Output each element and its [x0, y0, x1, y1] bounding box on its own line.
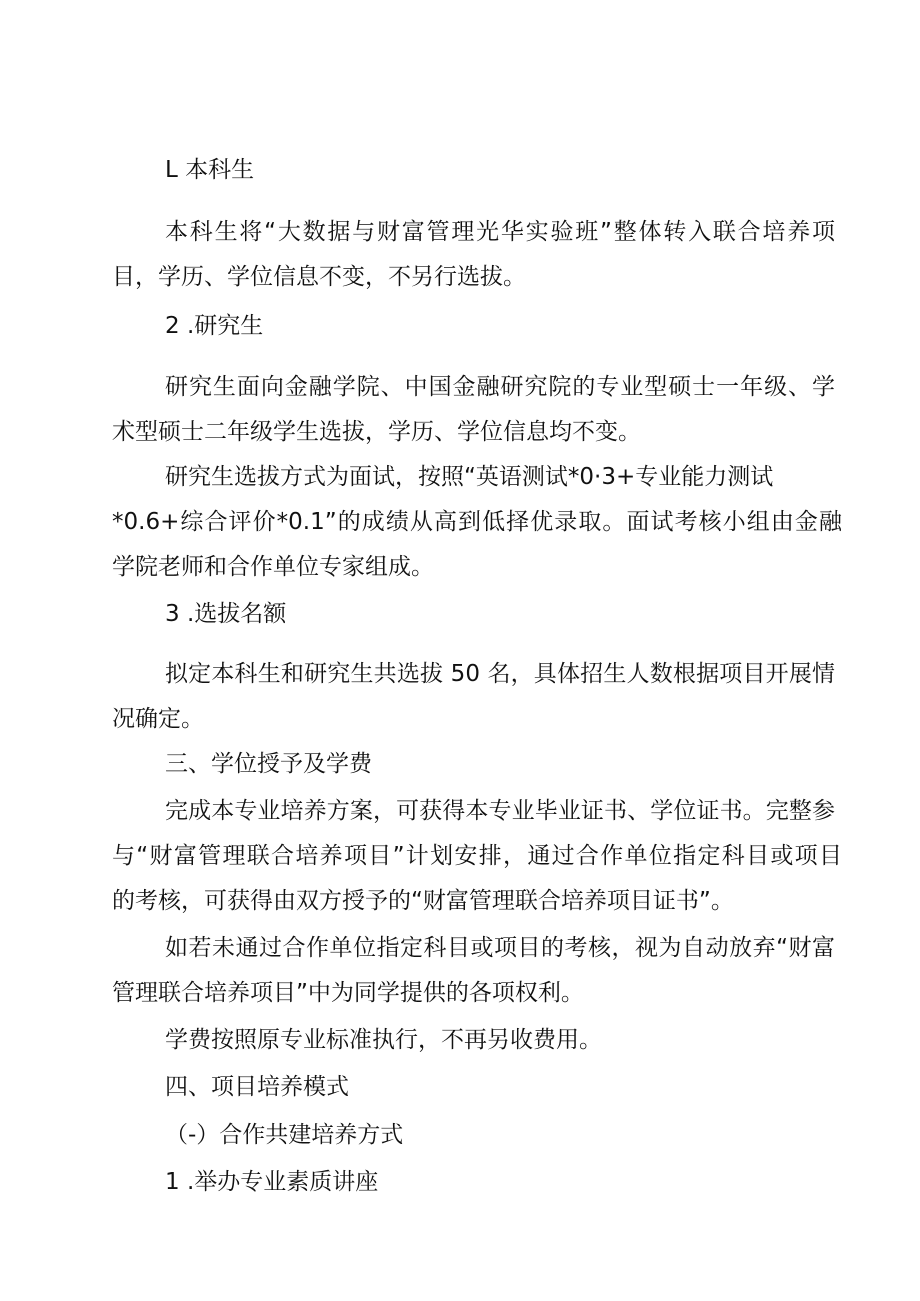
paragraph-line: 学费按照原专业标准执行，不再另收费用。 [165, 1027, 602, 1053]
subsection-heading-coop: （-）合作共建培养方式 [165, 1122, 404, 1148]
section-heading-quota: 3 .选拔名额 [165, 601, 287, 627]
paragraph-line: 研究生面向金融学院、中国金融研究院的专业型硕士一年级、学 [165, 374, 835, 400]
item-heading-lecture: 1 .举办专业素质讲座 [165, 1169, 379, 1195]
section-heading-bachelor: L 本科生 [165, 157, 255, 183]
paragraph-line: 目，学历、学位信息不变，不另行选拔。 [112, 264, 526, 290]
paragraph-line: 完成本专业培养方案，可获得本专业毕业证书、学位证书。完整参 [165, 798, 835, 824]
section-heading-mode: 四、项目培养模式 [165, 1074, 349, 1100]
paragraph-line: 术型硕士二年级学生选拔，学历、学位信息均不变。 [112, 419, 641, 445]
paragraph-line: 研究生选拔方式为面试，按照“英语测试*0·3+专业能力测试 [165, 464, 774, 490]
paragraph-line: 拟定本科生和研究生共选拔 50 名，具体招生人数根据项目开展情 [165, 661, 835, 687]
paragraph-line: 与“财富管理联合培养项目”计划安排，通过合作单位指定科目或项目 [112, 843, 842, 869]
paragraph-line: 本科生将“大数据与财富管理光华实验班”整体转入联合培养项 [165, 219, 835, 245]
section-heading-graduate: 2 .研究生 [165, 313, 264, 339]
paragraph-line: *0.6+综合评价*0.1”的成绩从高到低择优录取。面试考核小组由金融 [112, 509, 842, 535]
paragraph-line: 管理联合培养项目”中为同学提供的各项权利。 [112, 980, 584, 1006]
paragraph-line: 况确定。 [112, 706, 204, 732]
paragraph-line: 学院老师和合作单位专家组成。 [112, 554, 434, 580]
section-heading-degree: 三、学位授予及学费 [165, 751, 372, 777]
paragraph-line: 的考核，可获得由双方授予的“财富管理联合培养项目证书”。 [112, 888, 734, 914]
paragraph-line: 如若未通过合作单位指定科目或项目的考核，视为自动放弃“财富 [165, 935, 835, 961]
